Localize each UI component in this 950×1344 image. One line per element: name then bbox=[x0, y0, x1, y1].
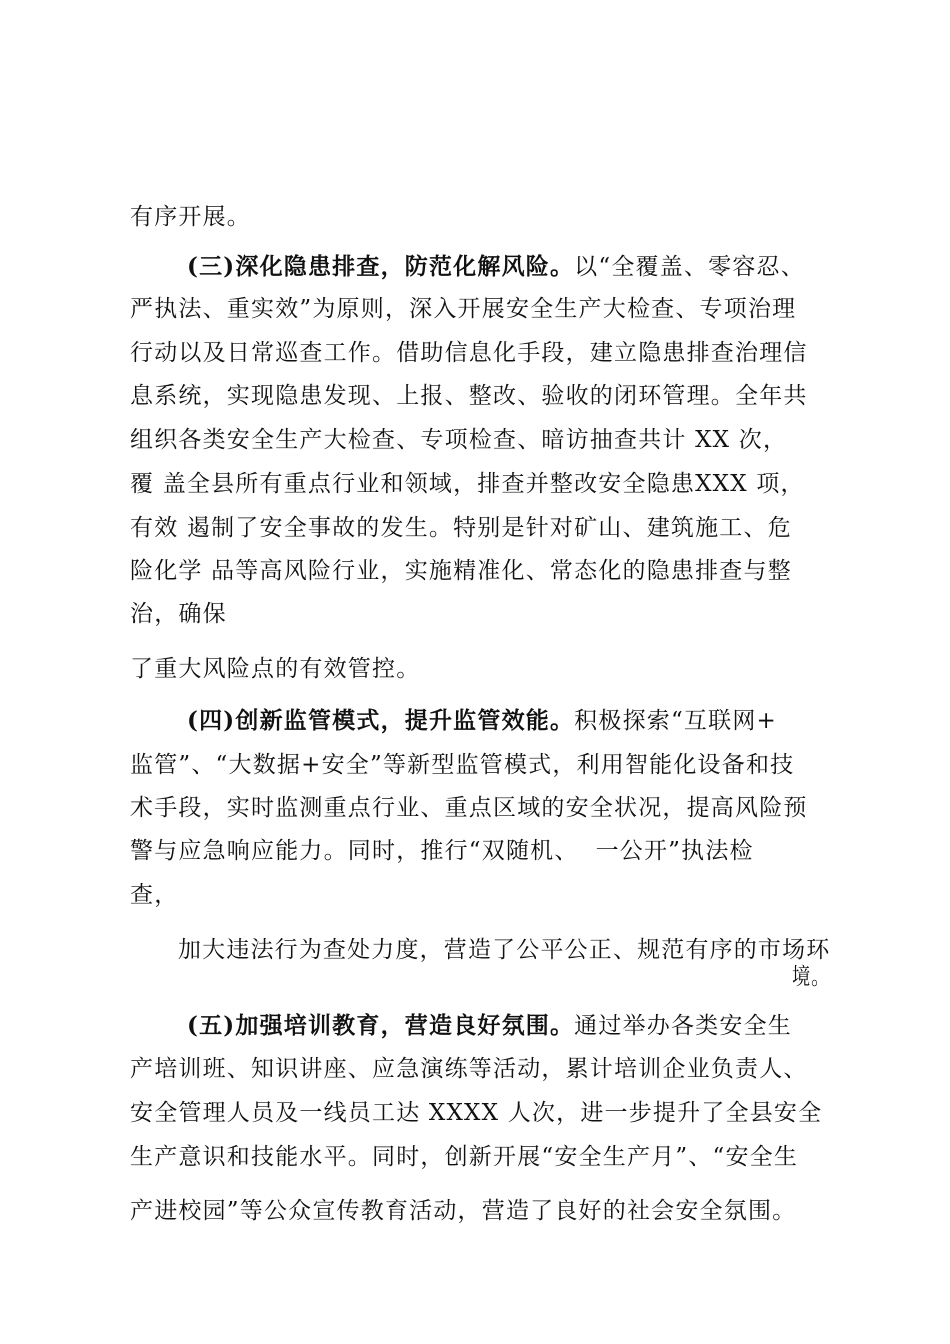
text-line: 产进校园”等公众宣传教育活动，营造了良好的社会安全氛围。 bbox=[130, 1198, 797, 1224]
text-line: 有效 遏制了安全事故的发生。特别是针对矿山、建筑施工、危 bbox=[130, 515, 792, 541]
text-line: 有序开展。 bbox=[130, 204, 251, 230]
text-line: 息系统，实现隐患发现、上报、整改、验收的闭环管理。全年共 bbox=[130, 383, 808, 409]
text-line: 安全管理人员及一线员工达 XXXX 人次，进一步提升了全县安全 bbox=[130, 1100, 823, 1126]
text-line: 警与应急响应能力。同时，推行“双随机、 一公开”执法检 bbox=[130, 838, 754, 864]
text-line: 严执法、重实效”为原则，深入开展安全生产大检查、专项治理 bbox=[130, 296, 797, 322]
text-line: 治，确保 bbox=[130, 601, 227, 627]
text-span: 以“全覆盖、零容忍、 bbox=[574, 254, 805, 280]
text-line: 加大违法行为查处力度，营造了公平公正、规范有序的市场环 bbox=[178, 937, 831, 963]
section-5-heading: (五)加强培训教育，营造良好氛围。 bbox=[187, 1012, 575, 1039]
text-line: 产培训班、知识讲座、应急演练等活动，累计培训企业负责人、 bbox=[130, 1056, 808, 1082]
text-line: 覆 盖全县所有重点行业和领域，排查并整改安全隐患XXX 项， bbox=[130, 471, 805, 497]
text-span: 积极探索“互联网+ bbox=[574, 708, 778, 734]
section-4-heading-line bbox=[187, 706, 777, 736]
text-line: 术手段，实时监测重点行业、重点区域的安全状况，提高风险预 bbox=[130, 795, 808, 821]
text-line: 查， bbox=[130, 882, 179, 908]
text-line: 监管”、“大数据+安全”等新型监管模式，利用智能化设备和技 bbox=[130, 752, 795, 778]
text-line: 险化学 品等高风险行业，实施精准化、常态化的隐患排查与整 bbox=[130, 558, 792, 584]
section-4-heading: (四)创新监管模式，提升监管效能。 bbox=[187, 707, 575, 734]
section-3-heading: (三)深化隐患排查，防范化解风险。 bbox=[187, 253, 575, 280]
section-5-heading-line bbox=[187, 1011, 792, 1041]
text-line: 生产意识和技能水平。同时，创新开展“安全生产月”、“安全生 bbox=[130, 1144, 799, 1170]
text-line: 境。 bbox=[792, 964, 831, 990]
section-3-heading-line bbox=[187, 252, 805, 282]
text-line: 组织各类安全生产大检查、专项检查、暗访抽查共计 XX 次， bbox=[130, 427, 788, 453]
text-span: 通过举办各类安全生 bbox=[574, 1013, 792, 1039]
text-line: 了重大风险点的有效管控。 bbox=[130, 656, 421, 682]
text-line: 行动以及日常巡查工作。借助信息化手段，建立隐患排查治理信 bbox=[130, 340, 808, 366]
